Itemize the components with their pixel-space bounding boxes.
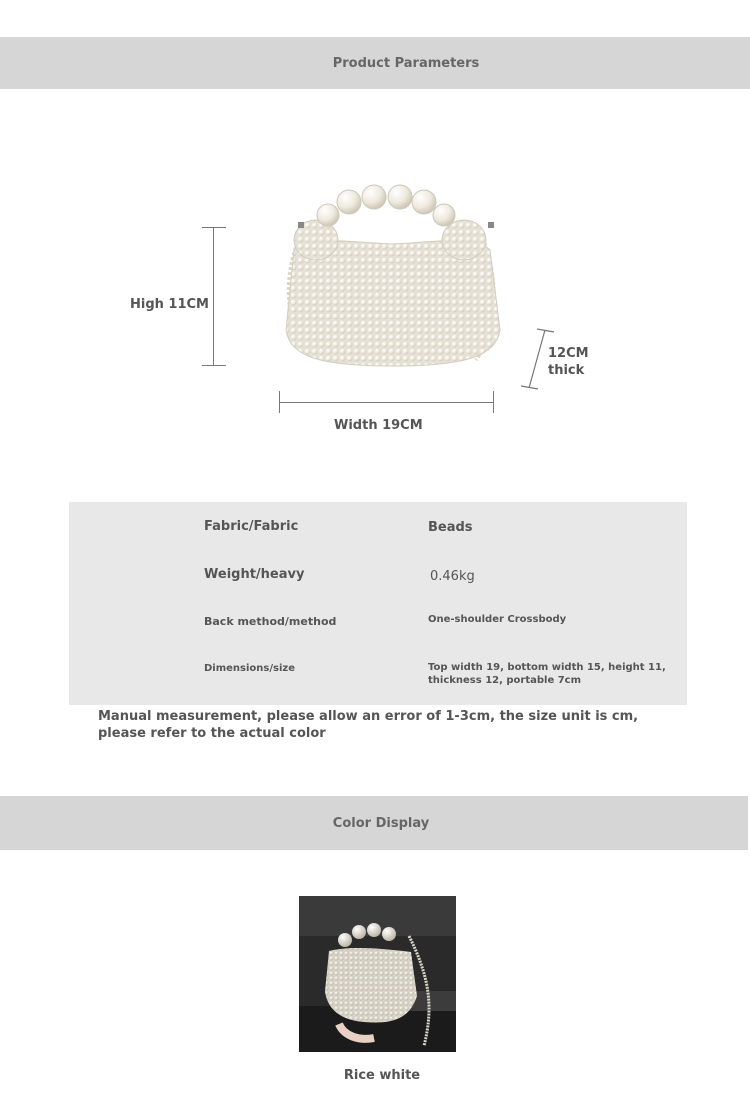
thickness-label-line1: 12CM [548,346,589,361]
spec-label-weight: Weight/heavy [204,567,305,582]
height-line [213,227,214,365]
spec-value-back-method: One-shoulder Crossbody [428,614,567,625]
spec-table [69,502,687,705]
section-title: Product Parameters [332,55,480,71]
color-name-label: Rice white [343,1068,421,1083]
width-line-cap-left [279,391,280,413]
width-line-cap-right [493,391,494,413]
spec-value-weight: 0.46kg [430,569,475,584]
height-line-cap-top [202,227,226,228]
spec-label-dimensions: Dimensions/size [204,663,296,674]
section-header-product-parameters [0,37,750,89]
pearl-bag-image [276,180,508,370]
measurement-note: Manual measurement, please allow an error of 1-3cm, the size unit is cm, please refer to the actual color [98,709,639,741]
spec-value-fabric: Beads [428,520,473,535]
height-label: High 11CM [130,297,209,312]
spec-label-back-method: Back method/method [204,615,337,628]
width-line [279,402,494,403]
color-swatch-photo[interactable] [299,896,456,1052]
section-header-color-display [0,796,748,850]
width-label: Width 19CM [334,418,423,433]
height-line-cap-bottom [202,365,226,366]
thickness-label-line2: thick [548,363,585,378]
spec-label-fabric: Fabric/Fabric [204,519,299,534]
section-title: Color Display [332,815,430,831]
spec-value-dimensions: Top width 19, bottom width 15, height 11, thickness 12, portable 7cm [428,662,666,686]
